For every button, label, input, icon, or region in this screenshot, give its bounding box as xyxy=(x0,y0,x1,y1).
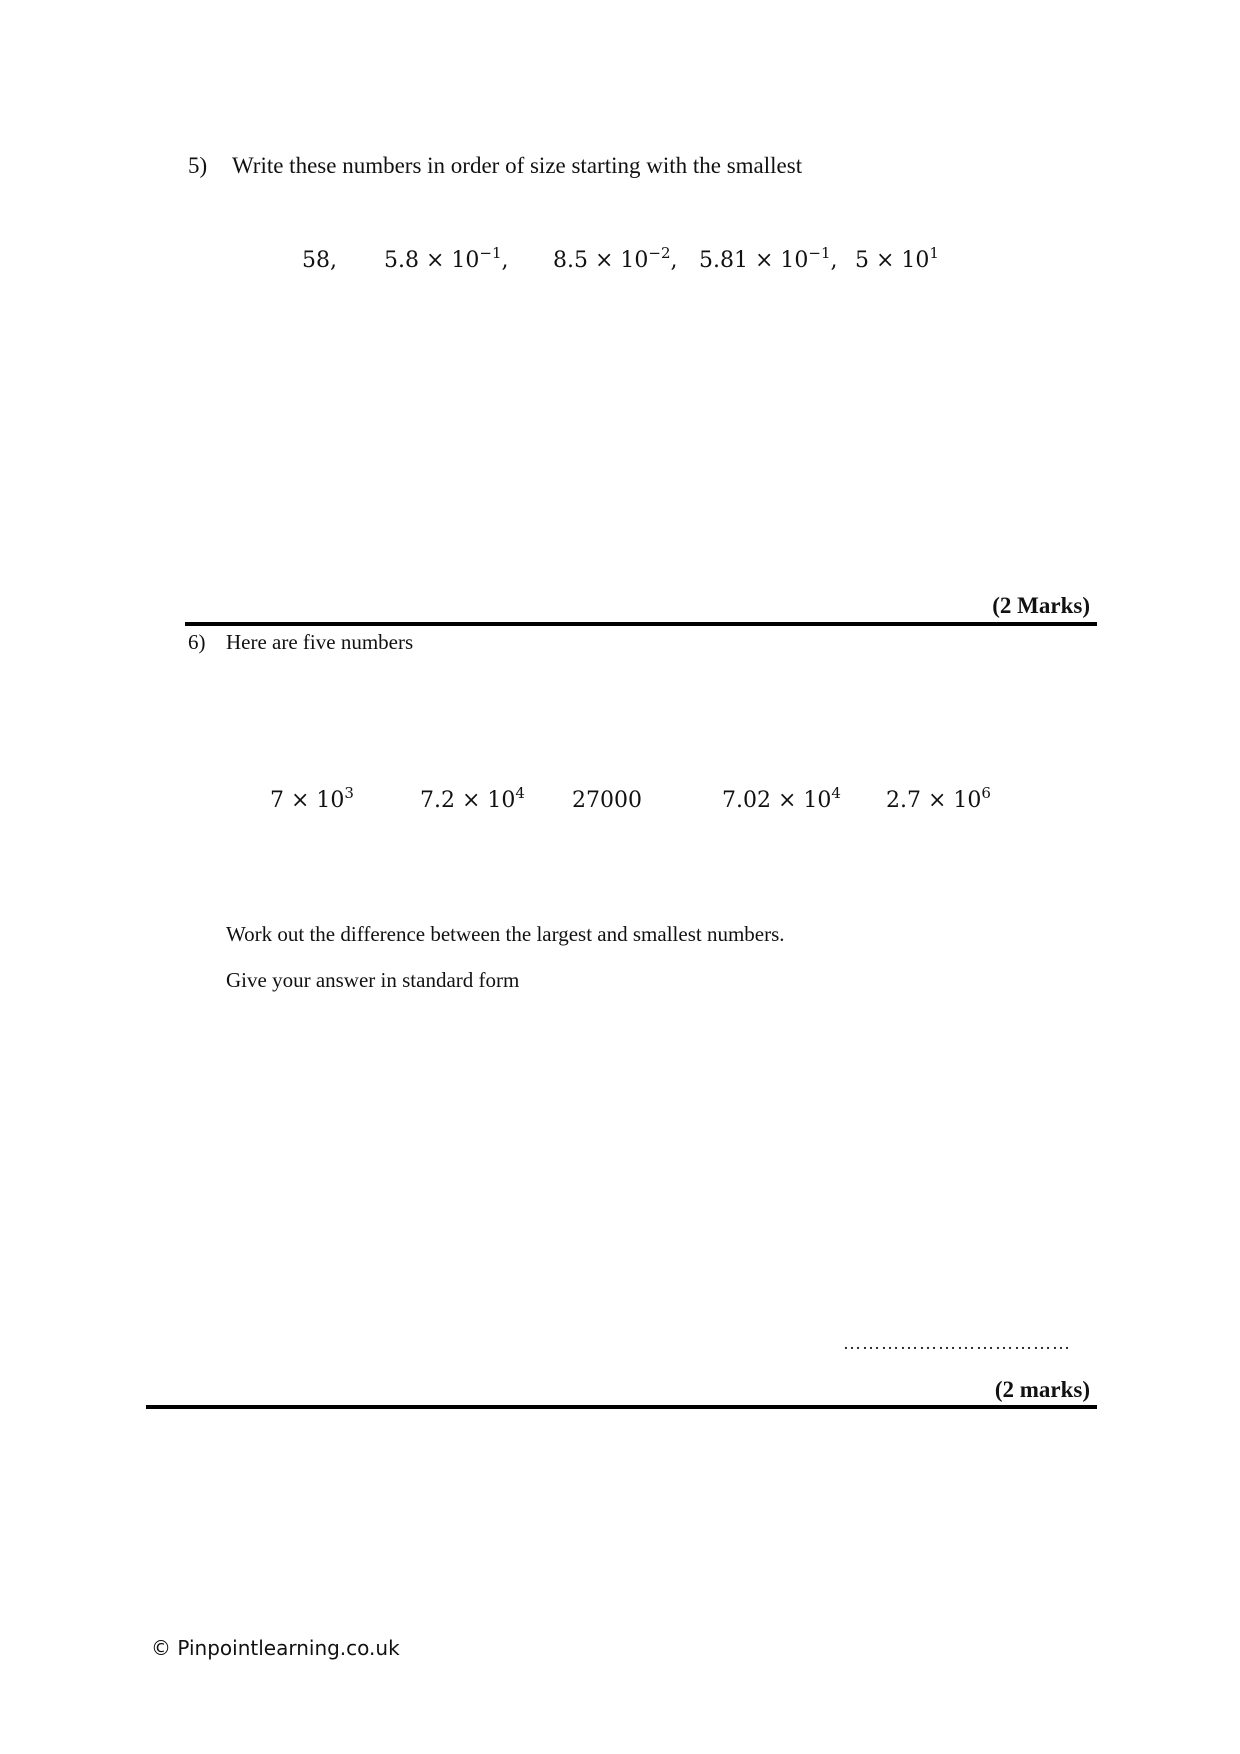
answer-dotted-line[interactable]: ……………………………… xyxy=(843,1333,1071,1353)
q6-number-item xyxy=(270,784,354,813)
question-5-number: 5) xyxy=(188,153,208,178)
q5-item-5-mantissa: 5 × 10 xyxy=(855,248,930,273)
q5-item-2-exponent: −1 xyxy=(479,244,502,262)
question-6-instruction-1: Work out the difference between the largest and smallest numbers. xyxy=(226,922,785,946)
question-6-divider xyxy=(146,1405,1097,1409)
q5-number-item xyxy=(699,244,838,273)
q5-item-3-suffix: , xyxy=(670,248,678,273)
q6-item-5-mantissa: 2.7 × 10 xyxy=(886,788,982,813)
q6-item-2-exponent: 4 xyxy=(515,784,525,802)
q5-item-2-suffix: , xyxy=(501,248,509,273)
q6-item-2-mantissa: 7.2 × 10 xyxy=(420,788,516,813)
question-5-divider xyxy=(185,622,1097,626)
q5-item-3-exponent: −2 xyxy=(648,244,671,262)
q6-item-5-exponent: 6 xyxy=(981,784,991,802)
q5-item-1-mantissa: 58, xyxy=(302,248,337,273)
question-5-marks: (2 Marks) xyxy=(992,593,1090,618)
footer-copyright: © Pinpointlearning.co.uk xyxy=(151,1636,400,1660)
q5-item-2-mantissa: 5.8 × 10 xyxy=(384,248,480,273)
q5-number-item xyxy=(302,250,337,272)
question-6-instruction-2: Give your answer in standard form xyxy=(226,968,520,992)
question-6-number: 6) xyxy=(188,630,206,654)
q5-item-4-suffix: , xyxy=(830,248,838,273)
q6-item-4-mantissa: 7.02 × 10 xyxy=(722,788,832,813)
q5-number-item xyxy=(855,244,939,273)
question-5-text: Write these numbers in order of size starting with the smallest xyxy=(232,153,803,178)
q5-number-item xyxy=(553,244,678,273)
q6-number-item xyxy=(722,784,841,813)
q6-number-item xyxy=(572,790,642,812)
question-6-marks: (2 marks) xyxy=(994,1377,1090,1402)
q6-item-1-exponent: 3 xyxy=(344,784,354,802)
q6-item-3-mantissa: 27000 xyxy=(572,788,642,813)
q5-item-4-exponent: −1 xyxy=(808,244,831,262)
q6-number-item xyxy=(420,784,525,813)
q6-item-1-mantissa: 7 × 10 xyxy=(270,788,345,813)
q5-item-5-exponent: 1 xyxy=(929,244,939,262)
question-6-text: Here are five numbers xyxy=(226,630,414,654)
q6-item-4-exponent: 4 xyxy=(831,784,841,802)
q5-item-3-mantissa: 8.5 × 10 xyxy=(553,248,649,273)
q6-number-item xyxy=(886,784,991,813)
q5-item-4-mantissa: 5.81 × 10 xyxy=(699,248,809,273)
q5-number-item xyxy=(384,244,509,273)
